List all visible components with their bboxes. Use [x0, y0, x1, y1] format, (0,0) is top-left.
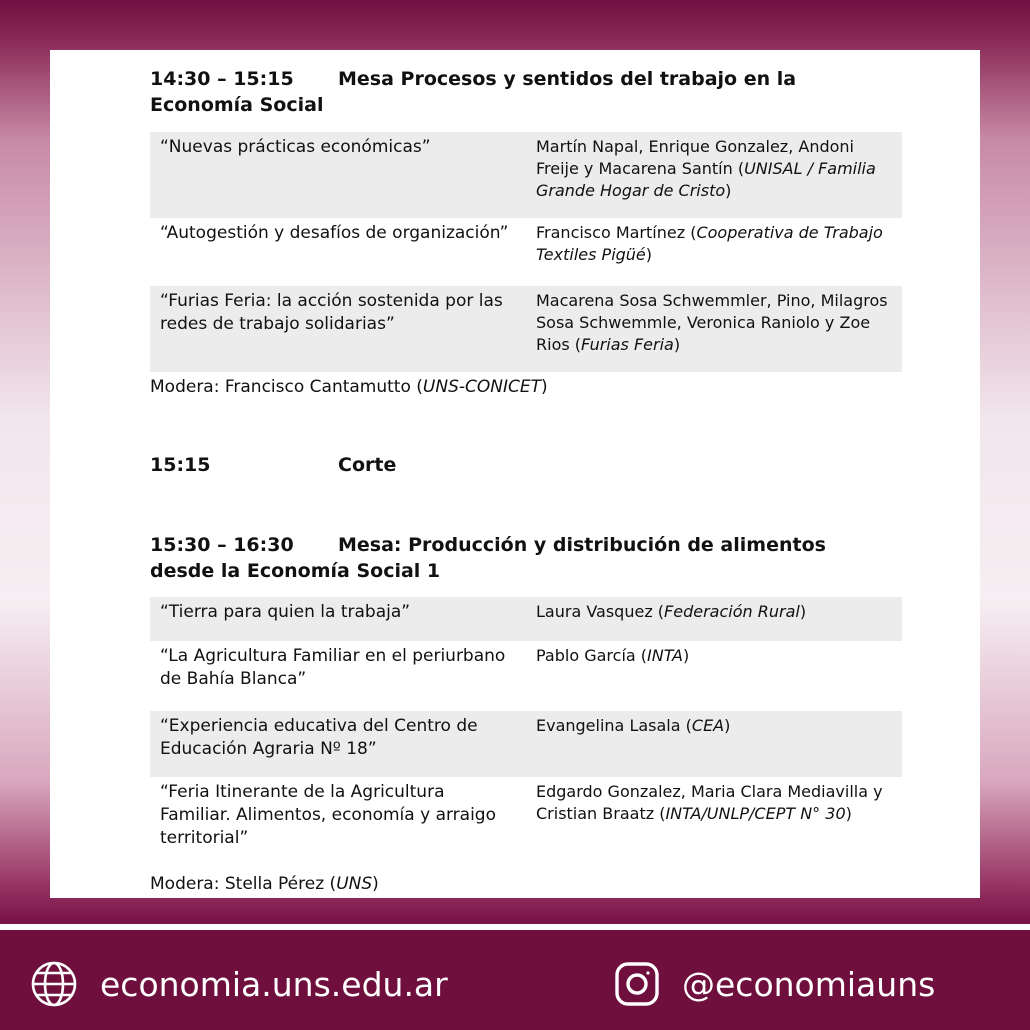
talk-row: [150, 711, 902, 777]
talk-title: “Furias Feria: la acción sostenida por las redes de trabajo solidarias”: [160, 291, 503, 334]
session-2-moderator: Modera: Stella Pérez (UNS): [150, 874, 379, 894]
talk-row: [150, 597, 902, 641]
talk-row: [150, 777, 902, 861]
session-1-title: Mesa Procesos y sentidos del trabajo en la Economía Social: [150, 68, 797, 116]
session-2-heading: [150, 532, 870, 584]
talk-title: “Feria Itinerante de la Agricultura Familiar. Alimentos, economía y arraigo territorial”: [160, 782, 496, 848]
instagram-link[interactable]: [614, 960, 935, 1008]
instagram-icon: [614, 961, 660, 1007]
talk-row: [150, 218, 902, 286]
break-heading: [150, 452, 870, 478]
session-1-heading: [150, 66, 870, 118]
break-time: 15:15: [150, 454, 211, 476]
talk-row: [150, 132, 902, 218]
talk-speakers: Macarena Sosa Schwemmler, Pino, Milagros Sosa Schwemmle, Veronica Raniolo y Zoe Rios (Furias Feria): [536, 291, 888, 354]
talk-speakers: Martín Napal, Enrique Gonzalez, Andoni Freije y Macarena Santín (UNISAL / Familia Grande Hogar de Cristo): [536, 137, 876, 200]
session-1-time: 14:30 – 15:15: [150, 68, 294, 90]
talk-title: “Autogestión y desafíos de organización”: [160, 223, 509, 243]
session-1-moderator: Modera: Francisco Cantamutto (UNS-CONICET): [150, 377, 548, 397]
website-text: economia.uns.edu.ar: [100, 964, 448, 1004]
talk-row: [150, 641, 902, 711]
talk-speakers: Laura Vasquez (Federación Rural): [536, 602, 807, 621]
talk-speakers: Edgardo Gonzalez, Maria Clara Mediavilla y Cristian Braatz (INTA/UNLP/CEPT N° 30): [536, 782, 883, 823]
talk-title: “La Agricultura Familiar en el periurbano de Bahía Blanca”: [160, 646, 506, 689]
talk-title: “Experiencia educativa del Centro de Educación Agraria Nº 18”: [160, 716, 478, 759]
talk-speakers: Pablo García (INTA): [536, 646, 690, 665]
talk-speakers: Francisco Martínez (Cooperativa de Trabajo Textiles Pigüé): [536, 223, 883, 264]
talk-row: [150, 286, 902, 372]
footer-bar: [0, 924, 1030, 1030]
session-2-title: Mesa: Producción y distribución de alimentos desde la Economía Social 1: [150, 534, 826, 582]
website-link[interactable]: [30, 960, 448, 1008]
globe-icon: [30, 960, 78, 1008]
program-document: [50, 50, 980, 898]
instagram-text: @economiauns: [682, 964, 936, 1004]
talk-speakers: Evangelina Lasala (CEA): [536, 716, 731, 735]
session-2-time: 15:30 – 16:30: [150, 534, 294, 556]
talk-title: “Nuevas prácticas económicas”: [160, 137, 431, 157]
talk-title: “Tierra para quien la trabaja”: [160, 602, 411, 622]
break-title: Corte: [338, 454, 397, 476]
